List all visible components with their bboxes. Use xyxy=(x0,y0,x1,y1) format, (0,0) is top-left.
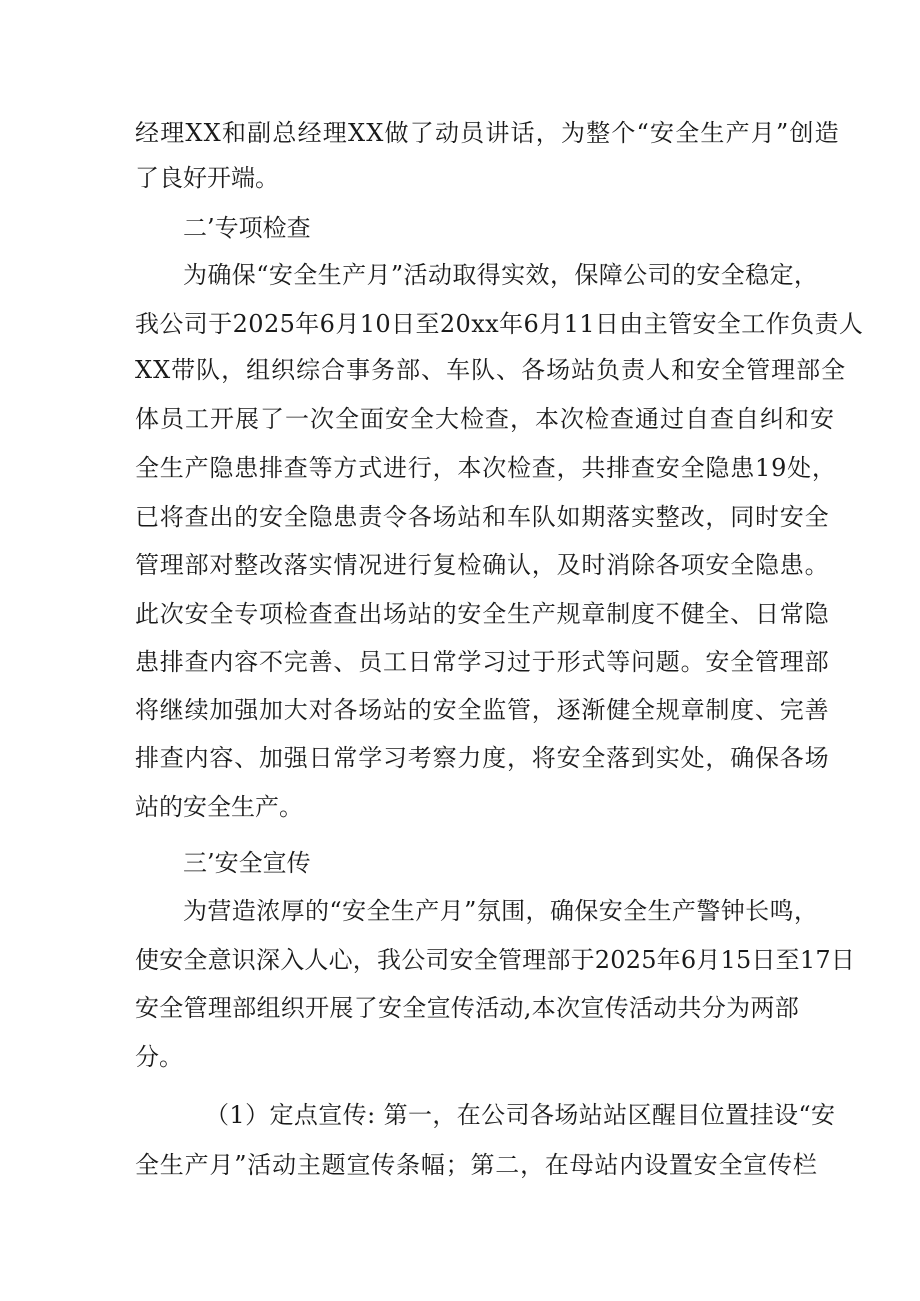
section-heading: 三’安全宣传 xyxy=(183,849,311,877)
text-line: 此次安全专项检查查出场站的安全生产规章制度不健全、日常隐 xyxy=(135,600,830,628)
text-line: 我公司于2025年6月10日至20xx年6月11日由主管安全工作负责人 xyxy=(135,310,864,338)
text-line: 全生产月”活动主题宣传条幅；第二，在母站内设置安全宣传栏 xyxy=(135,1151,818,1179)
text-line: 分。 xyxy=(135,1043,183,1071)
list-item: （1）定点宣传: 第一，在公司各场站站区醒目位置挂设“安 xyxy=(205,1101,836,1129)
text-line: 排查内容、加强日常学习考察力度，将安全落到实处，确保各场 xyxy=(135,744,830,772)
text-line: 经理XX和副总经理XX做了动员讲话，为整个“安全生产月”创造 xyxy=(135,119,840,147)
text-line: 为营造浓厚的“安全生产月”氛围，确保安全生产警钟长鸣， xyxy=(183,897,819,925)
text-line: 体员工开展了一次全面安全大检查，本次检查通过自查自纠和安 xyxy=(135,405,835,433)
section-heading: 二’专项检查 xyxy=(183,214,311,242)
text-line: XX带队，组织综合事务部、车队、各场站负责人和安全管理部全 xyxy=(135,356,847,384)
text-line: 安全管理部组织开展了安全宣传活动,本次宣传活动共分为两部 xyxy=(135,994,800,1022)
text-line: 使安全意识深入人心，我公司安全管理部于2025年6月15日至17日 xyxy=(135,946,856,974)
text-line: 已将查出的安全隐患责令各场站和车队如期落实整改，同时安全 xyxy=(135,503,830,531)
text-line: 站的安全生产。 xyxy=(135,793,303,821)
text-line: 了良好开端。 xyxy=(135,164,279,192)
text-line: 患排查内容不完善、员工日常学习过于形式等问题。安全管理部 xyxy=(135,648,830,676)
text-line: 全生产隐患排查等方式进行，本次检查，共排查安全隐患19处， xyxy=(135,454,837,482)
text-line: 将继续加强加大对各场站的安全监管，逐渐健全规章制度、完善 xyxy=(135,696,830,724)
text-line: 为确保“安全生产月”活动取得实效，保障公司的安全稳定， xyxy=(183,261,819,289)
text-line: 管理部对整改落实情况进行复检确认，及时消除各项安全隐患。 xyxy=(135,551,830,579)
